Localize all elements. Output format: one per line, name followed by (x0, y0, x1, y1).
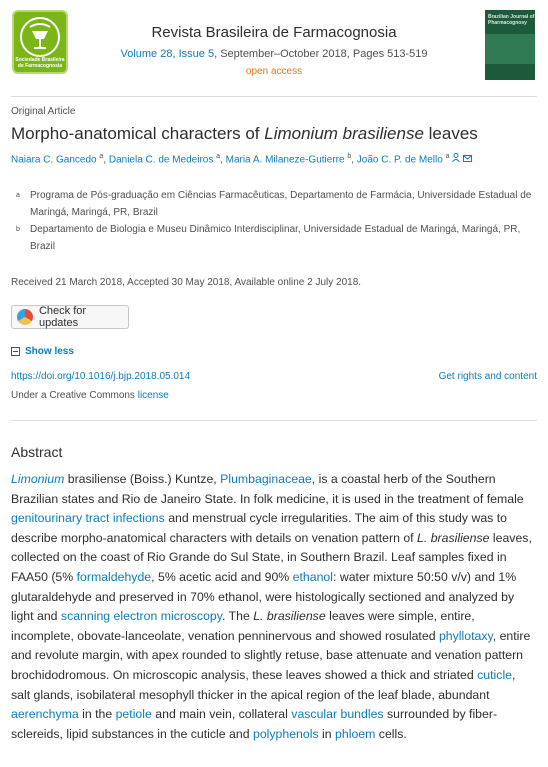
term-link[interactable]: aerenchyma (11, 707, 79, 722)
divider (11, 96, 537, 97)
text: in (318, 726, 336, 741)
check-for-updates-button[interactable] (11, 305, 129, 329)
issue-link[interactable]: Issue 5 (178, 48, 215, 60)
term-link[interactable]: formaldehyde (76, 569, 152, 584)
term-link[interactable]: phloem (335, 726, 376, 741)
collapse-icon (11, 347, 20, 356)
term-link[interactable]: cuticle (477, 667, 513, 682)
text: , 5% acetic acid and 90% (151, 569, 293, 584)
affiliation (16, 187, 535, 221)
doi-link[interactable]: https://doi.org/10.1016/j.bjp.2018.05.014 (11, 371, 191, 382)
divider (11, 420, 537, 421)
author-affiliation-mark[interactable]: a (445, 153, 450, 160)
license-link[interactable]: license (137, 390, 169, 401)
journal-issue: Volume 28, Issue 5, September–October 2018, Pages 513-519 (120, 48, 428, 60)
species-name: L. brasiliense (417, 530, 490, 545)
affiliation-text: Departamento de Biologia e Museu Dinâmico Interdisciplinar, Universidade Estadual de Maringá, Maringá, PR, Brazil (30, 224, 521, 252)
open-access-badge: open access (245, 66, 303, 77)
person-icon[interactable] (452, 154, 460, 165)
author-affiliation-mark[interactable]: b (347, 153, 352, 160)
crossmark-icon (17, 309, 33, 325)
society-logo[interactable] (12, 10, 68, 74)
text: leaves were simple, entire, incomplete, obovate-lanceolate, venation penninervous and showed rosulated (11, 609, 475, 643)
term-link[interactable]: petiole (115, 707, 152, 722)
author-link[interactable]: Maria A. Milaneze-Gutierre (225, 154, 345, 166)
text: and menstrual cycle irregularities. The aim of this study was to describe morpho-anatomical characters with details on venation pattern of (11, 511, 507, 545)
license-line (11, 390, 169, 401)
journal-header (0, 0, 548, 90)
abstract-heading: Abstract (11, 444, 63, 460)
rights-link[interactable]: Get rights and content (438, 371, 537, 382)
text: and main vein, collateral (151, 707, 292, 722)
term-link[interactable]: vascular bundles (291, 707, 384, 722)
cover-title: Brazilian Journal of Pharmacognosy (488, 14, 535, 26)
article-type: Original Article (11, 106, 76, 117)
author-link[interactable]: Naiara C. Gancedo (11, 154, 97, 166)
email-icon[interactable] (463, 154, 472, 165)
term-link[interactable]: polyphenols (252, 726, 319, 741)
show-less-toggle[interactable] (11, 346, 74, 357)
issue-dates: September–October 2018, Pages 513-519 (220, 48, 428, 60)
license-prefix: Under a Creative Commons (11, 390, 138, 401)
affiliation-text: Programa de Pós-graduação em Ciências Farmacêuticas, Departamento de Farmácia, Universidade Estadual de Maringá, Maringá, PR, Brazil (30, 190, 532, 218)
author-affiliation-mark[interactable]: a (99, 153, 104, 160)
title-prefix: Morpho-anatomical characters of (11, 124, 265, 143)
affiliation-mark: b (16, 226, 20, 233)
author-affiliation-mark[interactable]: a (216, 153, 221, 160)
title-suffix: leaves (423, 124, 478, 143)
text: , salt glands, isobilateral mesophyll thicker in the apical region of the leaf blade, abundant (11, 667, 516, 702)
cover-band (485, 34, 535, 64)
check-updates-label: Check for updates (38, 305, 87, 329)
affiliation-mark: a (16, 192, 20, 199)
text: . The (222, 609, 254, 624)
article-dates: Received 21 March 2018, Accepted 30 May 2018, Available online 2 July 2018. (11, 277, 362, 288)
journal-title[interactable]: Revista Brasileira de Farmacognosia (151, 24, 397, 41)
term-link[interactable]: phyllotaxy (438, 628, 493, 643)
abstract-text (11, 470, 537, 744)
text: , entire and revolute margin, with apex rounded to slightly retuse, base attenuate and venation pattern brochidodromous. On microscopic analysis, these leaves showed a thick and striated (11, 628, 531, 682)
author-list: Naiara C. Gancedo $^a$, Daniela C. de Medeiros $^a$, Maria A. Milaneze-Gutierre $^b$, João C. P. de Mello $^a$ (11, 153, 472, 165)
text: , is a coastal herb of the Southern Brazilian states and Rio de Janeiro State. In folk medicine, it is used in the treatment of female (11, 472, 524, 506)
text: surrounded by fiber-sclereids, lipid substances in the cuticle and (11, 707, 498, 741)
text: leaves, collected on the coast of Rio Grande do Sul State, in Southern Brazil. Leaf samples fixed in FAA50 (5% (11, 530, 532, 584)
term-link[interactable]: Limonium (11, 472, 65, 486)
affiliation (16, 221, 535, 255)
text: : water mixture 50:50 v/v) and 1% glutaraldehyde and preserved in 70% ethanol, were histologically sectioned and analyzed by light and (11, 569, 517, 624)
author-link[interactable]: Daniela C. de Medeiros (108, 154, 214, 166)
logo-caption: Sociedade Brasileira de Farmacognosia (15, 57, 65, 69)
show-less-label: Show less (25, 346, 74, 357)
volume-link[interactable]: Volume 28 (120, 48, 173, 60)
text: in the (78, 707, 116, 722)
text: brasiliense (Boiss.) Kuntze, (64, 472, 221, 486)
title-species: Limonium brasiliense (264, 124, 424, 143)
species-name: L. brasiliense (253, 609, 326, 624)
author-link[interactable]: João C. P. de Mello (356, 154, 443, 166)
term-link[interactable]: scanning electron microscopy (60, 609, 222, 624)
term-link[interactable]: ethanol (292, 569, 333, 584)
article-title (11, 124, 478, 144)
term-link[interactable]: Plumbaginaceae (220, 472, 312, 486)
journal-cover-image[interactable] (485, 10, 535, 80)
text: cells. (375, 726, 407, 741)
term-link[interactable]: genitourinary tract infections (11, 511, 165, 526)
